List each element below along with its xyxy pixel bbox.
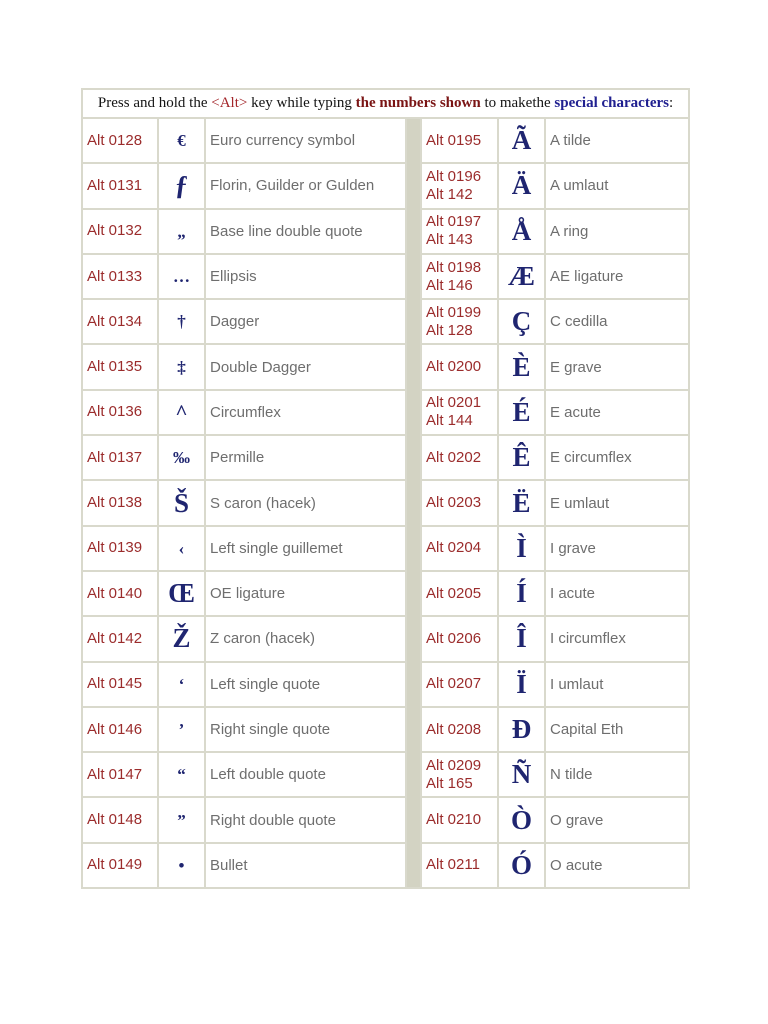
special-character: Ó: [498, 843, 545, 888]
special-character: ‘: [158, 662, 205, 707]
alt-code: Alt 0147: [82, 752, 158, 797]
alt-code: Alt 0140: [82, 571, 158, 616]
special-character: Ê: [498, 435, 545, 480]
special-character: Œ: [158, 571, 205, 616]
character-description: Dagger: [205, 299, 406, 344]
special-character: †: [158, 299, 205, 344]
alt-code-line: Alt 128: [426, 321, 473, 339]
alt-code: Alt 0206: [421, 616, 498, 661]
special-character: É: [498, 390, 545, 435]
special-character: Ž: [158, 616, 205, 661]
special-character: „: [158, 209, 205, 254]
character-description: Bullet: [205, 843, 406, 888]
special-character: Ñ: [498, 752, 545, 797]
alt-code: Alt 0145: [82, 662, 158, 707]
alt-code: Alt 0139: [82, 526, 158, 571]
alt-code: Alt 0211: [421, 843, 498, 888]
alt-code: Alt 0131: [82, 163, 158, 208]
character-description: C cedilla: [545, 299, 689, 344]
special-character: Æ: [498, 254, 545, 299]
character-description: Z caron (hacek): [205, 616, 406, 661]
special-character: “: [158, 752, 205, 797]
special-character: •: [158, 843, 205, 888]
alt-code: Alt 0202: [421, 435, 498, 480]
special-character: Í: [498, 571, 545, 616]
character-description: E circumflex: [545, 435, 689, 480]
alt-code: Alt 0133: [82, 254, 158, 299]
special-character: Ð: [498, 707, 545, 752]
alt-code: [421, 752, 498, 797]
alt-code: Alt 0210: [421, 797, 498, 842]
character-description: E acute: [545, 390, 689, 435]
special-character: €: [158, 118, 205, 163]
table-row: [82, 163, 689, 208]
character-description: Left double quote: [205, 752, 406, 797]
table-row: [82, 526, 689, 571]
special-character: ”: [158, 797, 205, 842]
special-character: Ç: [498, 299, 545, 344]
character-description: O grave: [545, 797, 689, 842]
alt-code: [421, 163, 498, 208]
table-row: [82, 344, 689, 389]
character-description: Base line double quote: [205, 209, 406, 254]
alt-code: Alt 0128: [82, 118, 158, 163]
alt-code-line: Alt 165: [426, 774, 473, 792]
special-character: ’: [158, 707, 205, 752]
alt-code: Alt 0195: [421, 118, 498, 163]
alt-code: Alt 0208: [421, 707, 498, 752]
instruction-text: Press and hold the: [97, 95, 212, 111]
alt-code: Alt 0149: [82, 843, 158, 888]
table-row: [82, 707, 689, 752]
character-description: Capital Eth: [545, 707, 689, 752]
character-description: I circumflex: [545, 616, 689, 661]
special-character: ƒ: [158, 163, 205, 208]
alt-code: Alt 0204: [421, 526, 498, 571]
character-description: Florin, Guilder or Gulden: [205, 163, 406, 208]
alt-code-line: Alt 143: [426, 231, 473, 249]
alt-code: Alt 0203: [421, 480, 498, 525]
column-divider: [406, 118, 421, 888]
character-description: A umlaut: [545, 163, 689, 208]
special-character: Î: [498, 616, 545, 661]
character-description: Right double quote: [205, 797, 406, 842]
table-row: [82, 254, 689, 299]
instruction-text: :: [668, 95, 674, 111]
table-row: [82, 752, 689, 797]
alt-code: [421, 209, 498, 254]
character-description: I acute: [545, 571, 689, 616]
alt-code-line: Alt 146: [426, 276, 473, 294]
character-description: I grave: [545, 526, 689, 571]
table-row: [82, 118, 689, 163]
character-description: Left single guillemet: [205, 526, 406, 571]
alt-code: [421, 299, 498, 344]
special-character: Å: [498, 209, 545, 254]
table-row: [82, 209, 689, 254]
character-description: AE ligature: [545, 254, 689, 299]
alt-code-line: Alt 0199: [426, 303, 482, 321]
table-row: [82, 662, 689, 707]
special-characters-label: special characters: [554, 95, 669, 111]
character-description: A tilde: [545, 118, 689, 163]
alt-codes-table: [81, 88, 690, 889]
special-character: Š: [158, 480, 205, 525]
character-description: Right single quote: [205, 707, 406, 752]
character-description: OE ligature: [205, 571, 406, 616]
alt-code-line: Alt 0198: [426, 258, 482, 276]
alt-code: [421, 390, 498, 435]
special-character: Ï: [498, 662, 545, 707]
table-row: [82, 390, 689, 435]
character-description: Circumflex: [205, 390, 406, 435]
alt-code: Alt 0207: [421, 662, 498, 707]
alt-key-label: <Alt>: [211, 95, 248, 111]
special-character: Ä: [498, 163, 545, 208]
special-character: …: [158, 254, 205, 299]
alt-code: Alt 0146: [82, 707, 158, 752]
alt-code-line: Alt 0197: [426, 213, 482, 231]
alt-code: Alt 0205: [421, 571, 498, 616]
special-character: È: [498, 344, 545, 389]
character-description: E grave: [545, 344, 689, 389]
table-row: [82, 435, 689, 480]
table-row: [82, 616, 689, 661]
alt-code-line: Alt 144: [426, 412, 473, 430]
alt-code-line: Alt 0196: [426, 167, 482, 185]
character-description: N tilde: [545, 752, 689, 797]
alt-code: Alt 0135: [82, 344, 158, 389]
alt-code-line: Alt 142: [426, 185, 473, 203]
special-character: ‹: [158, 526, 205, 571]
special-character: Ë: [498, 480, 545, 525]
special-character: ‡: [158, 344, 205, 389]
character-description: Ellipsis: [205, 254, 406, 299]
alt-code: Alt 0136: [82, 390, 158, 435]
character-description: Permille: [205, 435, 406, 480]
alt-code: Alt 0132: [82, 209, 158, 254]
character-description: S caron (hacek): [205, 480, 406, 525]
character-description: A ring: [545, 209, 689, 254]
character-description: Euro currency symbol: [205, 118, 406, 163]
special-character: Ì: [498, 526, 545, 571]
alt-code: Alt 0134: [82, 299, 158, 344]
special-character: Ã: [498, 118, 545, 163]
alt-code: Alt 0148: [82, 797, 158, 842]
alt-code: Alt 0137: [82, 435, 158, 480]
character-description: O acute: [545, 843, 689, 888]
alt-code: [421, 254, 498, 299]
special-character: ^: [158, 390, 205, 435]
alt-code: Alt 0142: [82, 616, 158, 661]
alt-code-line: Alt 0209: [426, 756, 482, 774]
alt-code-line: Alt 0201: [426, 394, 482, 412]
character-description: Left single quote: [205, 662, 406, 707]
character-description: E umlaut: [545, 480, 689, 525]
alt-code: Alt 0200: [421, 344, 498, 389]
character-description: I umlaut: [545, 662, 689, 707]
table-row: [82, 843, 689, 888]
instruction-header: [82, 89, 689, 118]
alt-code: Alt 0138: [82, 480, 158, 525]
table-row: [82, 571, 689, 616]
table-row: [82, 299, 689, 344]
numbers-shown-label: the numbers shown: [355, 95, 481, 111]
character-description: Double Dagger: [205, 344, 406, 389]
header-row: [82, 89, 689, 118]
instruction-text: key while typing: [247, 95, 356, 111]
special-character: Ò: [498, 797, 545, 842]
instruction-text: to makethe: [480, 95, 555, 111]
special-character: ‰: [158, 435, 205, 480]
table-row: [82, 797, 689, 842]
table-row: [82, 480, 689, 525]
